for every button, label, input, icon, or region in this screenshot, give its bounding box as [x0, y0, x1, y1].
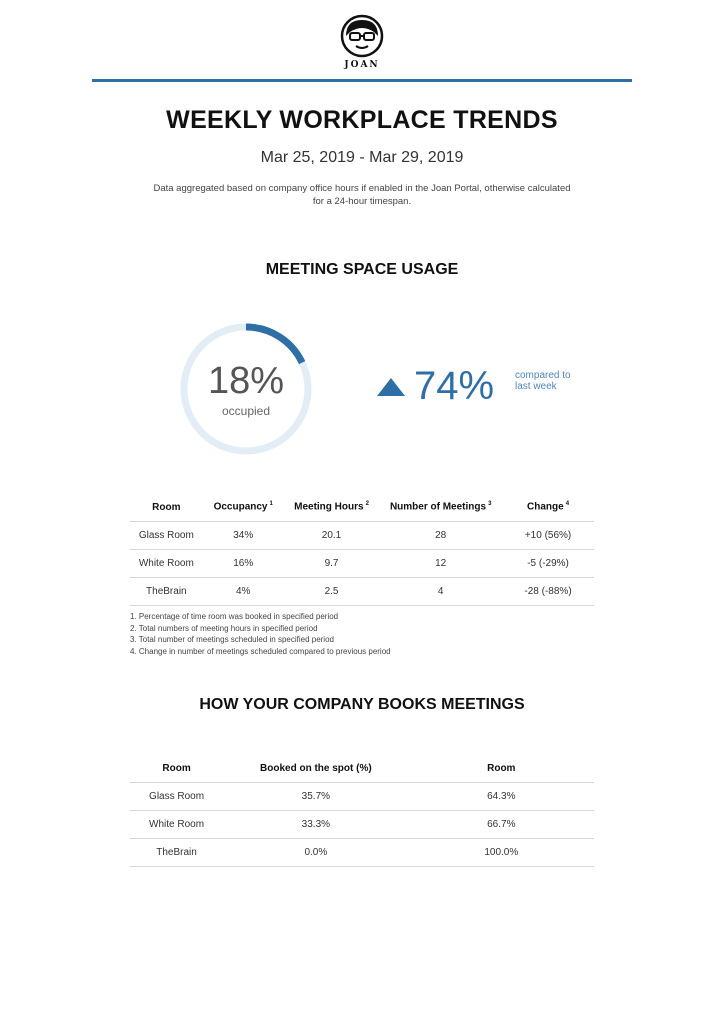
footnote: 3. Total number of meetings scheduled in specified period: [130, 635, 334, 644]
logo-wordmark: JOAN: [344, 60, 380, 70]
section-title-booking: HOW YOUR COMPANY BOOKS MEETINGS: [199, 696, 525, 713]
cell-meeting-hours: 9.7: [284, 550, 380, 578]
trend-up-icon: [377, 378, 405, 396]
cell-room: Glass Room: [130, 522, 203, 550]
cell-number-of-meetings: 28: [379, 522, 502, 550]
header-divider: [92, 79, 632, 82]
cell-change: -5 (-29%): [502, 550, 594, 578]
cell-room-booked: 100.0%: [409, 839, 594, 867]
table-header-row: [130, 493, 594, 522]
table-row: [130, 811, 594, 839]
cell-meeting-hours: 20.1: [284, 522, 380, 550]
cell-on-the-spot: 35.7%: [223, 783, 408, 811]
table-row: [130, 550, 594, 578]
joan-face-icon: [340, 14, 384, 58]
table-row: [130, 522, 594, 550]
cell-number-of-meetings: 4: [379, 578, 502, 606]
cell-change: -28 (-88%): [502, 578, 594, 606]
cell-room: TheBrain: [130, 839, 223, 867]
occupied-value: 18%: [207, 360, 285, 402]
date-range: Mar 25, 2019 - Mar 29, 2019: [260, 149, 464, 166]
cell-room-booked: 66.7%: [409, 811, 594, 839]
column-header-change: Change $^4$: [502, 493, 594, 522]
cell-on-the-spot: 33.3%: [223, 811, 408, 839]
footnote: 1. Percentage of time room was booked in specified period: [130, 612, 339, 621]
page-title: WEEKLY WORKPLACE TRENDS: [166, 106, 558, 134]
cell-room: Glass Room: [130, 783, 223, 811]
cell-occupancy: 34%: [203, 522, 284, 550]
column-header-number-of-meetings: Number of Meetings $^3$: [379, 493, 502, 522]
cell-meeting-hours: 2.5: [284, 578, 380, 606]
column-header-room: Room: [130, 754, 223, 783]
column-header-booked-on-the-spot: Booked on the spot (%): [223, 754, 408, 783]
data-note: Data aggregated based on company office hours if enabled in the Joan Portal, otherwise calculated for a 24-hour timespan.: [153, 183, 571, 207]
cell-on-the-spot: 0.0%: [223, 839, 408, 867]
table-header-row: [130, 754, 594, 783]
column-header-room: Room: [130, 493, 203, 522]
cell-change: +10 (56%): [502, 522, 594, 550]
column-header-meeting-hours: Meeting Hours $^2$: [284, 493, 380, 522]
column-header-occupancy: Occupancy $^1$: [203, 493, 284, 522]
change-label: compared to last week: [515, 370, 571, 392]
booking-table: [130, 754, 594, 867]
cell-room: White Room: [130, 811, 223, 839]
cell-room: TheBrain: [130, 578, 203, 606]
table-row: [130, 839, 594, 867]
cell-room-booked: 64.3%: [409, 783, 594, 811]
meeting-space-table: [130, 493, 594, 606]
column-header-room-booked: Room: [409, 754, 594, 783]
footnote: 4. Change in number of meetings scheduled compared to previous period: [130, 646, 391, 656]
footnotes: [130, 611, 391, 657]
occupied-label: occupied: [221, 404, 271, 418]
table-row: [130, 783, 594, 811]
cell-occupancy: 4%: [203, 578, 284, 606]
cell-occupancy: 16%: [203, 550, 284, 578]
change-value: 74%: [414, 364, 495, 408]
section-title-meeting-space: MEETING SPACE USAGE: [265, 261, 459, 278]
cell-room: White Room: [130, 550, 203, 578]
table-row: [130, 578, 594, 606]
cell-number-of-meetings: 12: [379, 550, 502, 578]
footnote: 2. Total numbers of meeting hours in specified period: [130, 623, 318, 633]
joan-logo: [337, 14, 387, 78]
